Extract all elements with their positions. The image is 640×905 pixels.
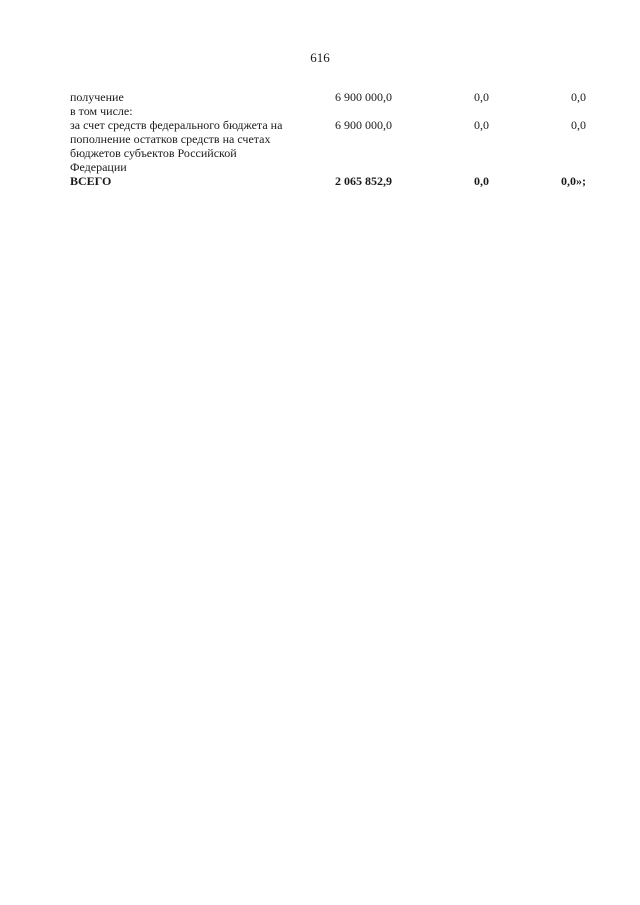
page-number: 616 bbox=[310, 50, 330, 65]
table-row bbox=[70, 118, 590, 174]
row-value-1: 6 900 000,0 bbox=[335, 90, 392, 104]
row-value-2: 0,0 bbox=[474, 90, 489, 104]
row-label: в том числе: bbox=[70, 104, 133, 118]
row-value-1: 6 900 000,0 bbox=[335, 118, 392, 132]
row-label: получение bbox=[70, 90, 124, 104]
table-row bbox=[70, 90, 590, 104]
row-value-3: 0,0 bbox=[571, 90, 586, 104]
row-label: за счет средств федерального бюджета на пополнение остатков средств на счетах бюджетов субъектов Российской Федерации bbox=[70, 118, 283, 174]
row-value-2: 0,0 bbox=[474, 118, 489, 132]
total-label: ВСЕГО bbox=[70, 174, 112, 188]
total-value-2: 0,0 bbox=[474, 174, 489, 188]
table-row bbox=[70, 104, 590, 118]
total-value-1: 2 065 852,9 bbox=[335, 174, 392, 188]
row-value-3: 0,0 bbox=[571, 118, 586, 132]
total-value-3: 0,0»; bbox=[561, 174, 586, 188]
table-row-total bbox=[70, 174, 590, 188]
budget-table bbox=[70, 90, 590, 188]
